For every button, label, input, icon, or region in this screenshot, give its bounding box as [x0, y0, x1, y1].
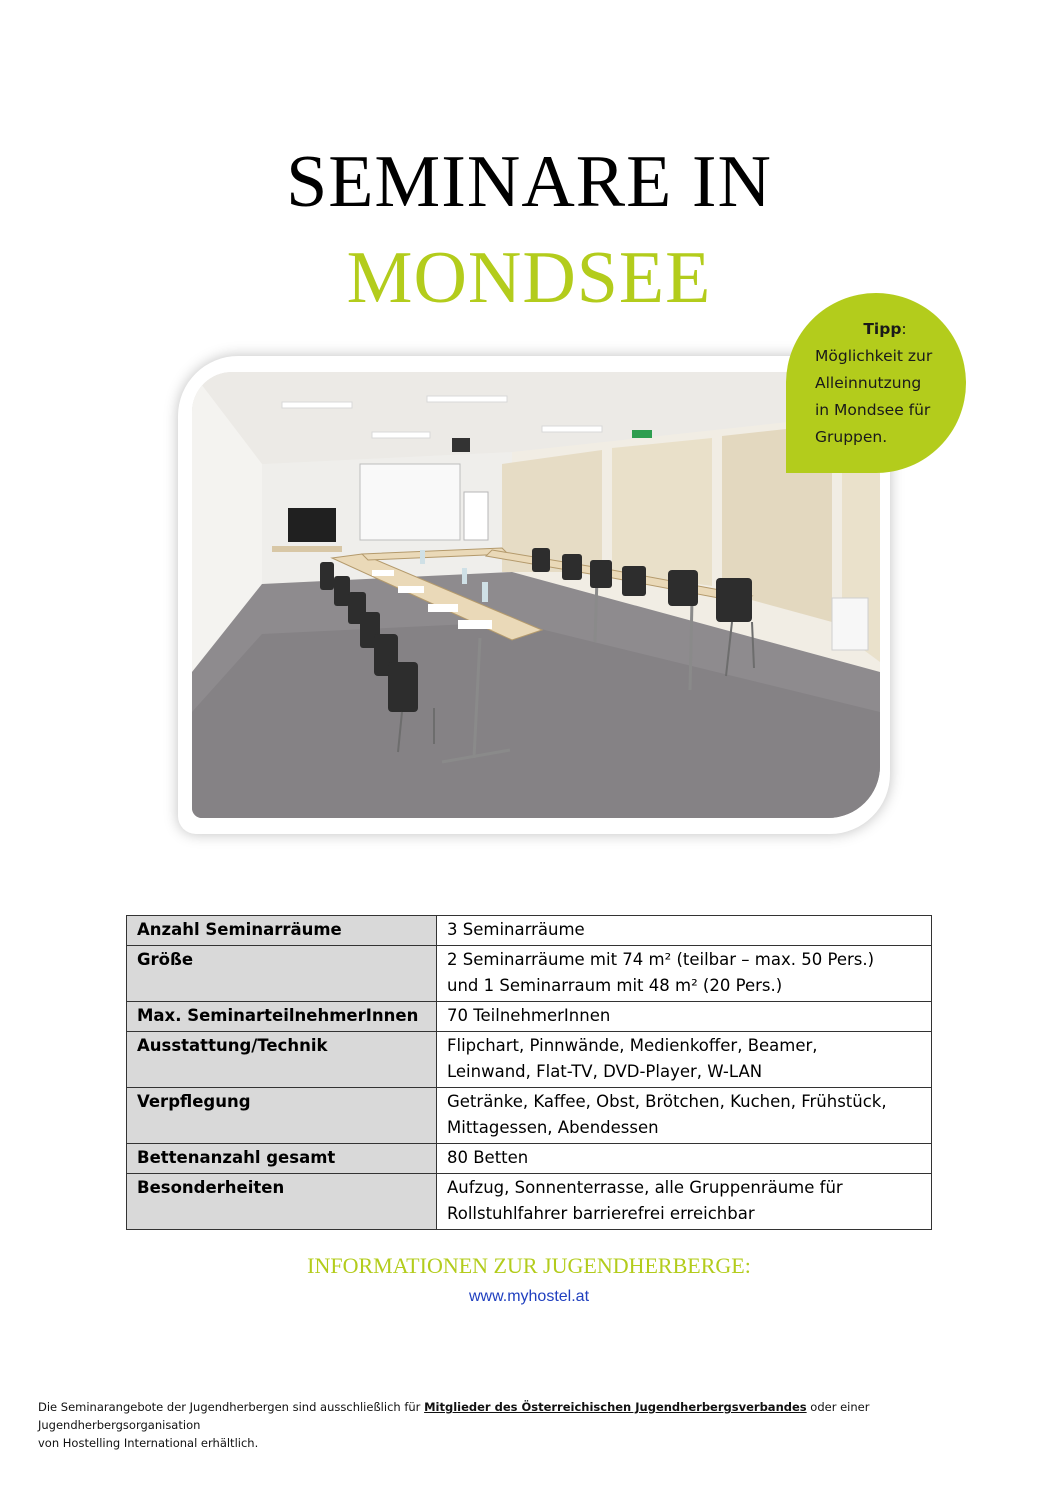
- hostel-website-link[interactable]: www.myhostel.at: [468, 1288, 590, 1305]
- row-value: 2 Seminarräume mit 74 m² (teilbar – max. 50 Pers.) und 1 Seminarraum mit 48 m² (20 Pers.): [437, 946, 932, 1002]
- row-value: Getränke, Kaffee, Obst, Brötchen, Kuchen, Frühstück, Mittagessen, Abendessen: [437, 1088, 932, 1144]
- membership-link[interactable]: Mitglieder des Österreichischen Jugendherbergsverbandes: [424, 1400, 807, 1414]
- tipp-line: in Mondsee für: [815, 401, 931, 419]
- row-label: Verpflegung: [127, 1088, 437, 1144]
- title-line-1: SEMINARE IN: [286, 141, 772, 223]
- seminar-info-table: [126, 915, 932, 1230]
- row-value: Aufzug, Sonnenterrasse, alle Gruppenräume für Rollstuhlfahrer barrierefrei erreichbar: [437, 1174, 932, 1230]
- footer-note: Die Seminarangebote der Jugendherbergen sind ausschließlich für Mitglieder des Österreichischen Jugendherbergsverbandes oder einer Jugendherbergsorganisation von Hostelling International erhältlich.: [38, 1400, 870, 1450]
- table-row: [127, 1002, 932, 1032]
- row-label: Max. SeminarteilnehmerInnen: [127, 1002, 437, 1032]
- table-row: [127, 916, 932, 946]
- tipp-line: Möglichkeit zur: [815, 347, 933, 365]
- table-row: [127, 1174, 932, 1230]
- row-label: Bettenanzahl gesamt: [127, 1144, 437, 1174]
- row-label: Ausstattung/Technik: [127, 1032, 437, 1088]
- info-heading: INFORMATIONEN ZUR JUGENDHERBERGE:: [307, 1253, 751, 1278]
- title-line-2: MONDSEE: [346, 237, 712, 319]
- row-label: Anzahl Seminarräume: [127, 916, 437, 946]
- row-label: Besonderheiten: [127, 1174, 437, 1230]
- row-value: Flipchart, Pinnwände, Medienkoffer, Beamer, Leinwand, Flat-TV, DVD-Player, W-LAN: [437, 1032, 932, 1088]
- table-row: [127, 1144, 932, 1174]
- row-value: 80 Betten: [437, 1144, 932, 1174]
- tipp-heading: Tipp:: [863, 320, 907, 338]
- row-label: Größe: [127, 946, 437, 1002]
- table-row: [127, 946, 932, 1002]
- row-value: 3 Seminarräume: [437, 916, 932, 946]
- row-value: 70 TeilnehmerInnen: [437, 1002, 932, 1032]
- tipp-line: Alleinnutzung: [815, 374, 922, 392]
- table-row: [127, 1032, 932, 1088]
- tipp-text: [815, 316, 955, 451]
- seminar-room-photo: [192, 372, 880, 818]
- table-row: [127, 1088, 932, 1144]
- tipp-line: Gruppen.: [815, 428, 888, 446]
